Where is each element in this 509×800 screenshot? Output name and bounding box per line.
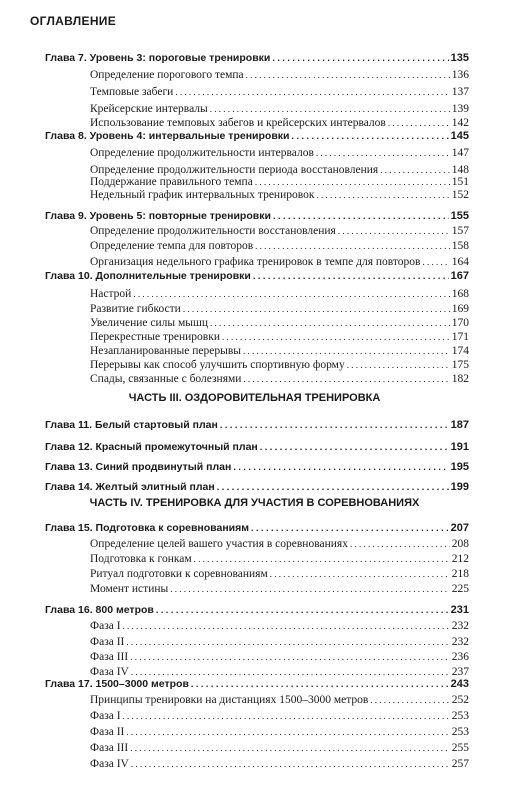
toc-entry-title: Глава 17. 1500–3000 метров [45,678,189,690]
toc-section-row [90,240,469,252]
dot-leader [422,256,449,268]
dot-leader [388,117,450,129]
toc-page-number: 225 [451,583,469,595]
toc-entry-title: Поддержание правильного темпа [90,176,253,188]
toc-page-number: 145 [450,130,469,142]
toc-section-row [90,317,469,329]
toc-entry-title: Фаза II [90,726,125,738]
toc-section-row [90,256,469,268]
toc-section-row [90,553,469,565]
toc-section-row [90,666,469,678]
toc-chapter-row [45,461,469,473]
toc-page-number: 218 [451,568,469,580]
toc-section-row [90,651,469,663]
toc-page-number: 170 [451,317,469,329]
toc-chapter-row [45,441,469,453]
toc-entry-title: Перекрестные тренировки [90,331,220,343]
toc-entry-title: Фаза IV [90,758,129,770]
dot-leader [156,604,449,616]
dot-leader [183,303,450,315]
toc-section-row [90,69,469,81]
toc-section-row [90,103,469,115]
toc-page-number: 199 [450,481,469,493]
toc-section-row [90,225,469,237]
toc-chapter-row [45,270,469,282]
dot-leader [380,164,450,176]
toc-section-row [90,86,469,98]
toc-entry-title: Фаза I [90,620,121,632]
dot-leader [133,288,449,300]
toc-entry-title: Развитие гибкости [90,303,181,315]
dot-leader [131,666,450,678]
dot-leader [131,758,450,770]
toc-page-number: 252 [451,694,469,706]
toc-page-number: 195 [450,461,469,473]
toc-entry-title: Определение продолжительности восстановления [90,225,336,237]
dot-leader [251,522,449,534]
toc-page-number: 255 [451,742,469,754]
toc-chapter-row [45,522,469,534]
dot-leader [273,210,449,222]
dot-leader [347,359,450,371]
toc-page-number: 232 [451,620,469,632]
toc-chapter-row [45,678,469,690]
part-heading: ЧАСТЬ III. ОЗДОРОВИТЕЛЬНАЯ ТРЕНИРОВКА [128,392,381,404]
dot-leader [126,636,449,648]
dot-leader [292,130,449,142]
toc-page-number: 187 [450,419,469,431]
dot-leader [350,538,450,550]
toc-entry-title: Глава 11. Белый стартовый план [45,419,218,431]
toc-chapter-row [45,419,469,431]
dot-leader [123,710,450,722]
dot-leader [130,651,450,663]
toc-chapter-row [45,604,469,616]
dot-leader [270,568,450,580]
toc-entry-title: Глава 16. 800 метров [45,604,154,616]
toc-page-number: 167 [450,270,469,282]
toc-page-number: 232 [451,636,469,648]
dot-leader [243,373,449,385]
toc-entry-title: Глава 14. Желтый элитный план [45,481,215,493]
toc-page-number: 253 [451,710,469,722]
dot-leader [191,678,449,690]
toc-page-number: 152 [451,189,469,201]
toc-entry-title: Темповые забеги [90,86,174,98]
toc-entry-title: Принципы тренировки на дистанциях 1500–3000 метров [90,694,369,706]
toc-page-number: 168 [451,288,469,300]
toc-chapter-row [45,210,469,222]
toc-section-row [90,694,469,706]
toc-entry-title: Организация недельного графика тренировок в темпе для повторов [90,256,421,268]
dot-leader [220,419,449,431]
toc-page-number: 174 [451,345,469,357]
toc-chapter-row [45,481,469,493]
dot-leader [255,240,450,252]
toc-entry-title: Определение продолжительности периода восстановления [90,164,379,176]
toc-section-row [90,176,469,188]
toc-entry-title: Подготовка к гонкам [90,553,192,565]
dot-leader [253,270,449,282]
toc-page-number: 207 [450,522,469,534]
dot-leader [233,461,448,473]
toc-section-row [90,345,469,357]
toc-entry-title: Глава 9. Уровень 5: повторные тренировки [45,210,271,222]
toc-page-number: 231 [450,604,469,616]
toc-page-number: 169 [451,303,469,315]
dot-leader [222,331,450,343]
toc-page-number: 243 [450,678,469,690]
toc-entry-title: Глава 13. Синий продвинутый план [45,461,232,473]
toc-section-row [90,742,469,754]
toc-section-row [90,147,469,159]
dot-leader [370,694,449,706]
dot-leader [255,176,450,188]
dot-leader [316,147,450,159]
toc-page-number: 164 [451,256,469,268]
dot-leader [126,726,449,738]
toc-page-number: 237 [451,666,469,678]
toc-page-number: 147 [451,147,469,159]
toc-entry-title: Глава 8. Уровень 4: интервальные тренировки [45,130,290,142]
dot-leader [123,620,450,632]
toc-page-number: 135 [450,52,469,64]
toc-entry-title: Глава 12. Красный промежуточный план [45,441,258,453]
toc-entry-title: Момент истины [90,583,169,595]
toc-entry-title: Глава 10. Дополнительные тренировки [45,270,251,282]
dot-leader [272,52,448,64]
toc-entry-title: Определение целей вашего участия в соревнованиях [90,538,348,550]
dot-leader [260,441,449,453]
toc-chapter-row [45,52,469,64]
toc-page-number: 151 [451,176,469,188]
dot-leader [210,103,450,115]
toc-entry-title: Определение продолжительности интервалов [90,147,314,159]
toc-page-number: 253 [451,726,469,738]
toc-section-row [90,538,469,550]
page-header: ОГЛАВЛЕНИЕ [30,14,117,28]
toc-page-number: 212 [451,553,469,565]
toc-page-number: 208 [451,538,469,550]
toc-page-number: 236 [451,651,469,663]
toc-section-row [90,636,469,648]
toc-entry-title: Определение порогового темпа [90,69,244,81]
toc-entry-title: Фаза III [90,651,129,663]
toc-entry-title: Ритуал подготовки к соревнованиям [90,568,268,580]
toc-page-number: 139 [451,103,469,115]
toc-section-row [90,620,469,632]
toc-section-row [90,331,469,343]
dot-leader [243,345,450,357]
toc-section-row [90,288,469,300]
toc-entry-title: Крейсерские интервалы [90,103,208,115]
toc-entry-title: Использование темповых забегов и крейсерских интервалов [90,117,386,129]
dot-leader [170,583,450,595]
dot-leader [338,225,450,237]
toc-page-number: 137 [451,86,469,98]
toc-section-row [90,164,469,176]
toc-entry-title: Незапланированные перерывы [90,345,241,357]
toc-entry-title: Перерывы как способ улучшить спортивную форму [90,359,345,371]
dot-leader [246,69,450,81]
toc-section-row [90,583,469,595]
toc-page-number: 257 [451,758,469,770]
toc-page-number: 182 [451,373,469,385]
dot-leader [175,86,449,98]
dot-leader [210,317,450,329]
toc-entry-title: Недельный график интервальных тренировок [90,189,315,201]
toc-section-row [90,373,469,385]
dot-leader [316,189,449,201]
toc-entry-title: Глава 15. Подготовка к соревнованиям [45,522,250,534]
toc-entry-title: Фаза III [90,742,129,754]
part-heading: ЧАСТЬ IV. ТРЕНИРОВКА ДЛЯ УЧАСТИЯ В СОРЕВНОВАНИЯХ [89,497,420,509]
toc-entry-title: Увеличение силы мышц [90,317,208,329]
toc-page-number: 155 [450,210,469,222]
toc-section-row [90,359,469,371]
dot-leader [194,553,450,565]
toc-entry-title: Определение темпа для повторов [90,240,254,252]
toc-page-number: 171 [451,331,469,343]
toc-page-number: 158 [451,240,469,252]
toc-section-row [90,710,469,722]
toc-entry-title: Фаза IV [90,666,129,678]
toc-entry-title: Спады, связанные с болезнями [90,373,242,385]
toc-section-row [90,568,469,580]
toc-section-row [90,758,469,770]
toc-entry-title: Глава 7. Уровень 3: пороговые тренировки [45,52,271,64]
toc-section-row [90,726,469,738]
toc-entry-title: Настрой [90,288,132,300]
dot-leader [217,481,449,493]
dot-leader [130,742,450,754]
toc-chapter-row [45,130,469,142]
toc-entry-title: Фаза I [90,710,121,722]
toc-section-row [90,189,469,201]
toc-page-number: 142 [451,117,469,129]
toc-page-number: 191 [450,441,469,453]
toc-section-row [90,303,469,315]
toc-page-number: 175 [451,359,469,371]
toc-section-row [90,117,469,129]
toc-entry-title: Фаза II [90,636,125,648]
toc-page-number: 157 [451,225,469,237]
toc-page-number: 148 [451,164,469,176]
toc-page-number: 136 [451,69,469,81]
